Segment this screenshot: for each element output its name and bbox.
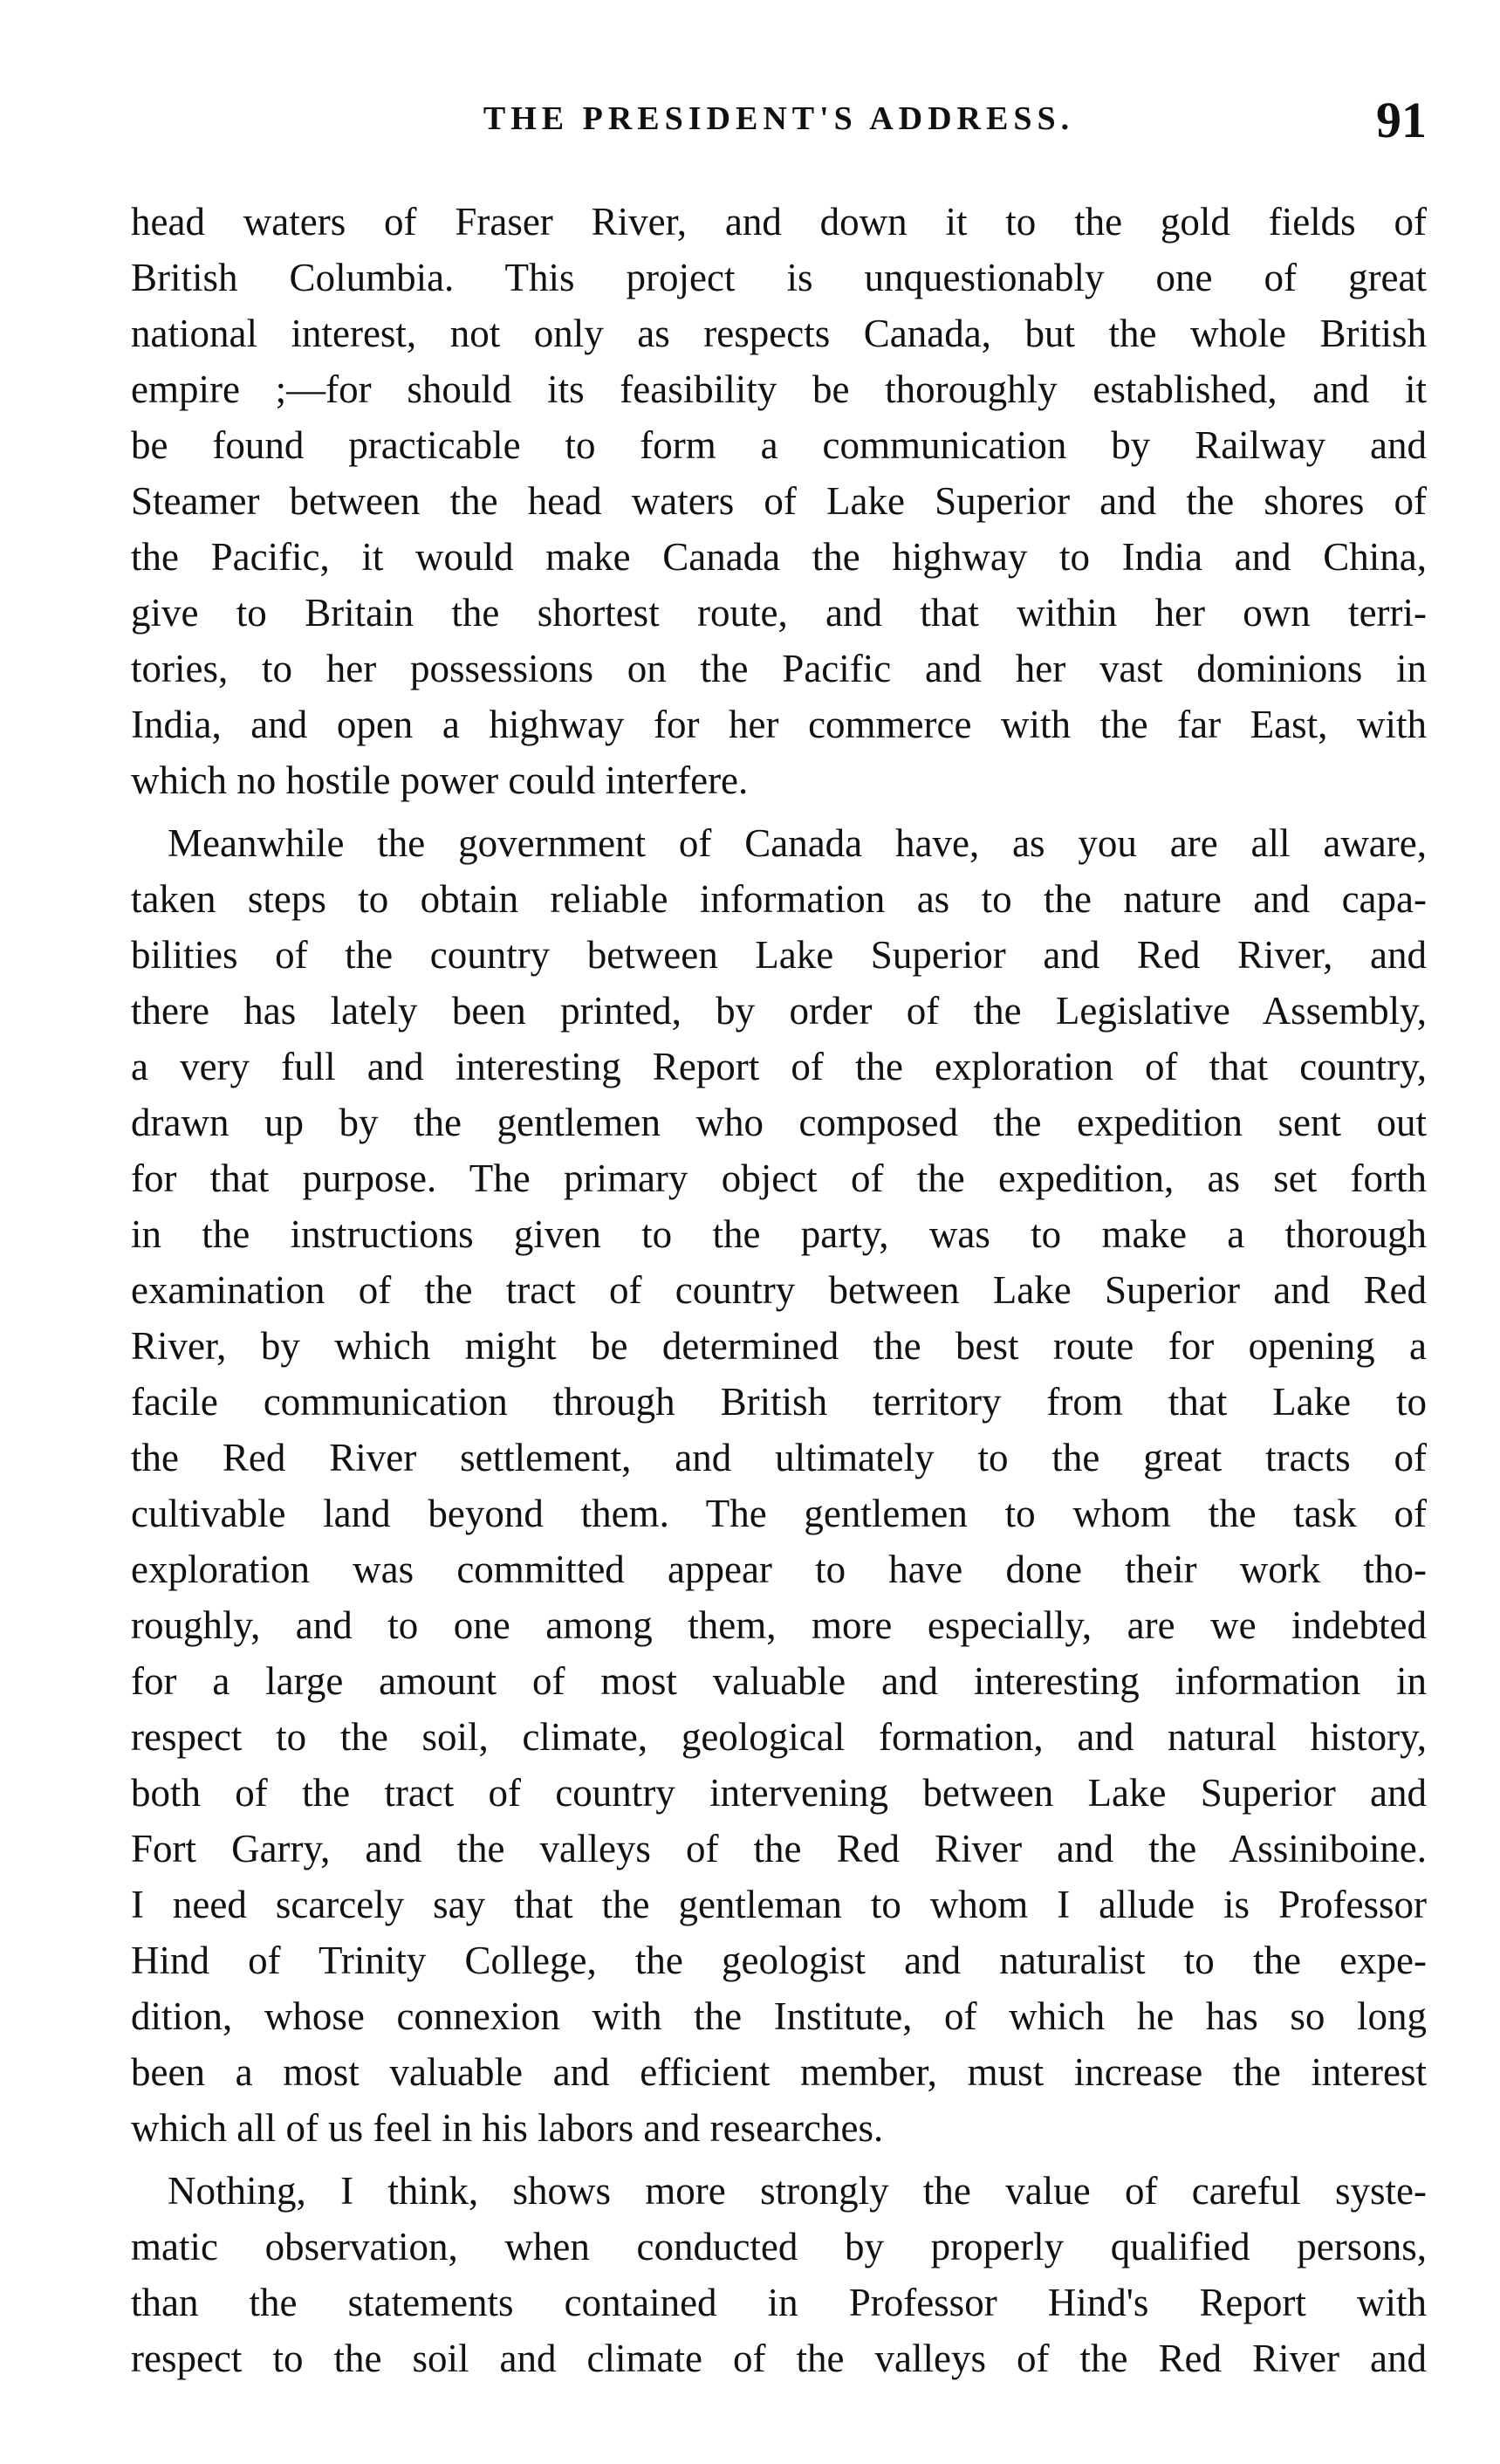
paragraph [131, 815, 1427, 2156]
text-line: national interest, not only as respects Canada, but the whole British [131, 312, 1427, 355]
text-line: dition, whose connexion with the Institute, of which he has so long [131, 1994, 1427, 2038]
text-line: bilities of the country between Lake Superior and Red River, and [131, 933, 1427, 977]
text-line: cultivable land beyond them. The gentlemen to whom the task of [131, 1492, 1427, 1535]
text-line: head waters of Fraser River, and down it to the gold fields of [131, 200, 1427, 244]
text-line: examination of the tract of country between Lake Superior and Red [131, 1268, 1427, 1312]
text-line: respect to the soil, climate, geological formation, and natural history, [131, 1715, 1427, 1759]
text-line: Fort Garry, and the valleys of the Red River and the Assiniboine. [131, 1827, 1427, 1870]
text-line: both of the tract of country intervening between Lake Superior and [131, 1771, 1427, 1815]
text-line: taken steps to obtain reliable information as to the nature and capa- [131, 877, 1427, 921]
text-line: Meanwhile the government of Canada have, as you are all aware, [168, 821, 1427, 865]
text-line: tories, to her possessions on the Pacific and her vast dominions in [131, 647, 1427, 690]
text-line: be found practicable to form a communication by Railway and [131, 423, 1427, 467]
text-line: River, by which might be determined the best route for opening a [131, 1324, 1427, 1368]
text-line: respect to the soil and climate of the valleys of the Red River and [131, 2337, 1427, 2380]
text-line: roughly, and to one among them, more especially, are we indebted [131, 1603, 1427, 1647]
text-line: for a large amount of most valuable and interesting information in [131, 1659, 1427, 1703]
text-line: Hind of Trinity College, the geologist and naturalist to the expe- [131, 1939, 1427, 1982]
text-line: empire ;—for should its feasibility be thoroughly established, and it [131, 367, 1427, 411]
text-line: than the statements contained in Professor Hind's Report with [131, 2281, 1427, 2324]
text-line: I need scarcely say that the gentleman to whom I allude is Professor [131, 1883, 1427, 1926]
text-line: for that purpose. The primary object of the expedition, as set forth [131, 1157, 1427, 1200]
text-line: give to Britain the shortest route, and that within her own terri- [131, 591, 1427, 635]
text-line: British Columbia. This project is unquestionably one of great [131, 256, 1427, 299]
text-line: which no hostile power could interfere. [131, 758, 749, 802]
paragraph [131, 194, 1427, 808]
text-line: Steamer between the head waters of Lake Superior and the shores of [131, 479, 1427, 523]
text-line: matic observation, when conducted by properly qualified persons, [131, 2225, 1427, 2268]
text-line: facile communication through British territory from that Lake to [131, 1380, 1427, 1424]
running-title: THE PRESIDENT'S ADDRESS. [483, 100, 1075, 137]
text-line: the Pacific, it would make Canada the highway to India and China, [131, 535, 1427, 579]
text-line: in the instructions given to the party, was to make a thorough [131, 1212, 1427, 1256]
text-line: India, and open a highway for her commerce with the far East, with [131, 703, 1427, 746]
body-text [131, 194, 1427, 2386]
text-line: drawn up by the gentlemen who composed the expedition sent out [131, 1101, 1427, 1144]
text-line: the Red River settlement, and ultimately to the great tracts of [131, 1436, 1427, 1479]
running-head [131, 91, 1427, 161]
text-line: Nothing, I think, shows more strongly the value of careful syste- [168, 2169, 1427, 2213]
text-line: been a most valuable and efficient member, must increase the interest [131, 2050, 1427, 2094]
page-number: 91 [1376, 92, 1427, 148]
text-line: exploration was committed appear to have done their work tho- [131, 1548, 1427, 1591]
paragraph [131, 2163, 1427, 2386]
text-line: there has lately been printed, by order of the Legislative Assembly, [131, 989, 1427, 1033]
text-line: a very full and interesting Report of the exploration of that country, [131, 1045, 1427, 1088]
text-line: which all of us feel in his labors and researches. [131, 2106, 884, 2150]
